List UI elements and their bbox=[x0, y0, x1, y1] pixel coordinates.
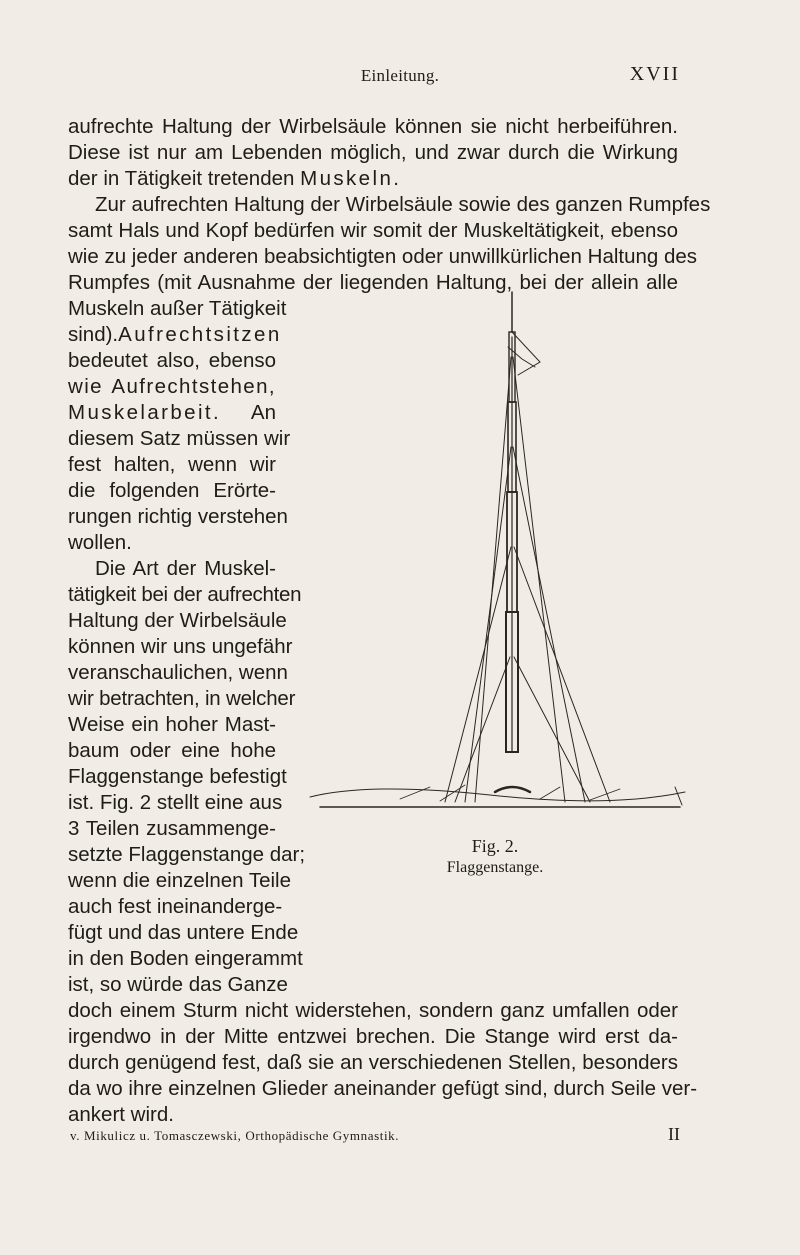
text-line: fest halten, wenn wir bbox=[68, 453, 276, 476]
text-line: baum oder eine hohe bbox=[68, 739, 276, 762]
text-line bbox=[68, 166, 401, 191]
text-line: aufrechte Haltung der Wirbelsäule können sie nicht herbeiführen. bbox=[68, 115, 678, 138]
text-line: fügt und das untere Ende bbox=[68, 921, 299, 944]
text-line: setzte Flaggenstange dar; bbox=[68, 843, 306, 866]
text-line-start: sind). bbox=[68, 323, 119, 346]
text-line: Muskeln außer Tätigkeit bbox=[68, 297, 287, 320]
flagpole-figure bbox=[290, 287, 690, 817]
text-line: Diese ist nur am Lebenden möglich, und zwar durch die Wirkung bbox=[68, 141, 678, 164]
text-line: 3 Teilen zusammenge- bbox=[68, 817, 276, 840]
paragraph-start: Zur aufrechten Haltung der Wirbelsäule sowie des ganzen Rumpfes bbox=[95, 193, 711, 216]
text-line: ankert wird. bbox=[68, 1103, 174, 1126]
page-number: XVII bbox=[629, 63, 680, 85]
figure-caption: Flaggenstange. bbox=[446, 859, 544, 876]
text-line-end: An bbox=[250, 401, 276, 424]
emphasis-aufrechtstehen: wie Aufrechtstehen, bbox=[68, 375, 276, 398]
text-line: rungen richtig verstehen bbox=[68, 505, 288, 528]
emphasis-muskelarbeit: Muskelarbeit. bbox=[68, 401, 222, 424]
text-line: auch fest ineinanderge- bbox=[68, 895, 283, 918]
text-line: Flaggenstange befestigt bbox=[68, 765, 287, 788]
emphasis-aufrechtsitzen: Aufrechtsitzen bbox=[118, 323, 282, 346]
text-line: in den Boden eingerammt bbox=[68, 947, 303, 970]
text-line: doch einem Sturm nicht widerstehen, sondern ganz umfallen oder bbox=[68, 999, 678, 1022]
emphasis-muskeln: Muskeln. bbox=[300, 167, 402, 190]
text-line bbox=[68, 322, 282, 347]
text-line: diesem Satz müssen wir bbox=[68, 427, 291, 450]
text-line: veranschaulichen, wenn bbox=[68, 661, 288, 684]
text-line: samt Hals und Kopf bedürfen wir somit der Muskeltätigkeit, ebenso bbox=[68, 219, 678, 242]
text-line-start: der in Tätigkeit tretenden bbox=[68, 167, 295, 190]
text-line: wie zu jeder anderen beabsichtigten oder unwillkürlichen Haltung des bbox=[68, 245, 698, 268]
figure-number: Fig. 2. bbox=[471, 836, 519, 856]
text-line: durch genügend fest, daß sie an verschiedenen Stellen, besonders bbox=[68, 1051, 678, 1074]
text-line: Rumpfes (mit Ausnahme der liegenden Haltung, bei der allein alle bbox=[68, 271, 678, 294]
text-line: ist, so würde das Ganze bbox=[68, 973, 288, 996]
text-line: tätigkeit bei der aufrechten bbox=[68, 583, 302, 606]
text-line: da wo ihre einzelnen Glieder aneinander gefügt sind, durch Seile ver- bbox=[68, 1077, 698, 1100]
text-line: wollen. bbox=[68, 531, 132, 554]
text-line bbox=[68, 400, 276, 425]
text-line: wir betrachten, in welcher bbox=[68, 687, 296, 710]
text-line: Weise ein hoher Mast- bbox=[68, 713, 276, 736]
text-line: bedeutet also, ebenso bbox=[68, 349, 276, 372]
footer-authors: v. Mikulicz u. Tomasczewski, Orthopädische Gymnastik. bbox=[70, 1128, 400, 1143]
text-line: ist. Fig. 2 stellt eine aus bbox=[68, 791, 283, 814]
running-header: Einleitung. bbox=[360, 66, 440, 85]
paragraph-start: Die Art der Muskel- bbox=[95, 557, 276, 580]
footer-signature: II bbox=[668, 1124, 680, 1144]
text-line: die folgenden Erörte- bbox=[68, 479, 276, 502]
text-line: Haltung der Wirbelsäule bbox=[68, 609, 287, 632]
text-line: irgendwo in der Mitte entzwei brechen. Die Stange wird erst da- bbox=[68, 1025, 678, 1048]
text-line: können wir uns ungefähr bbox=[68, 635, 293, 658]
text-line: wenn die einzelnen Teile bbox=[68, 869, 292, 892]
